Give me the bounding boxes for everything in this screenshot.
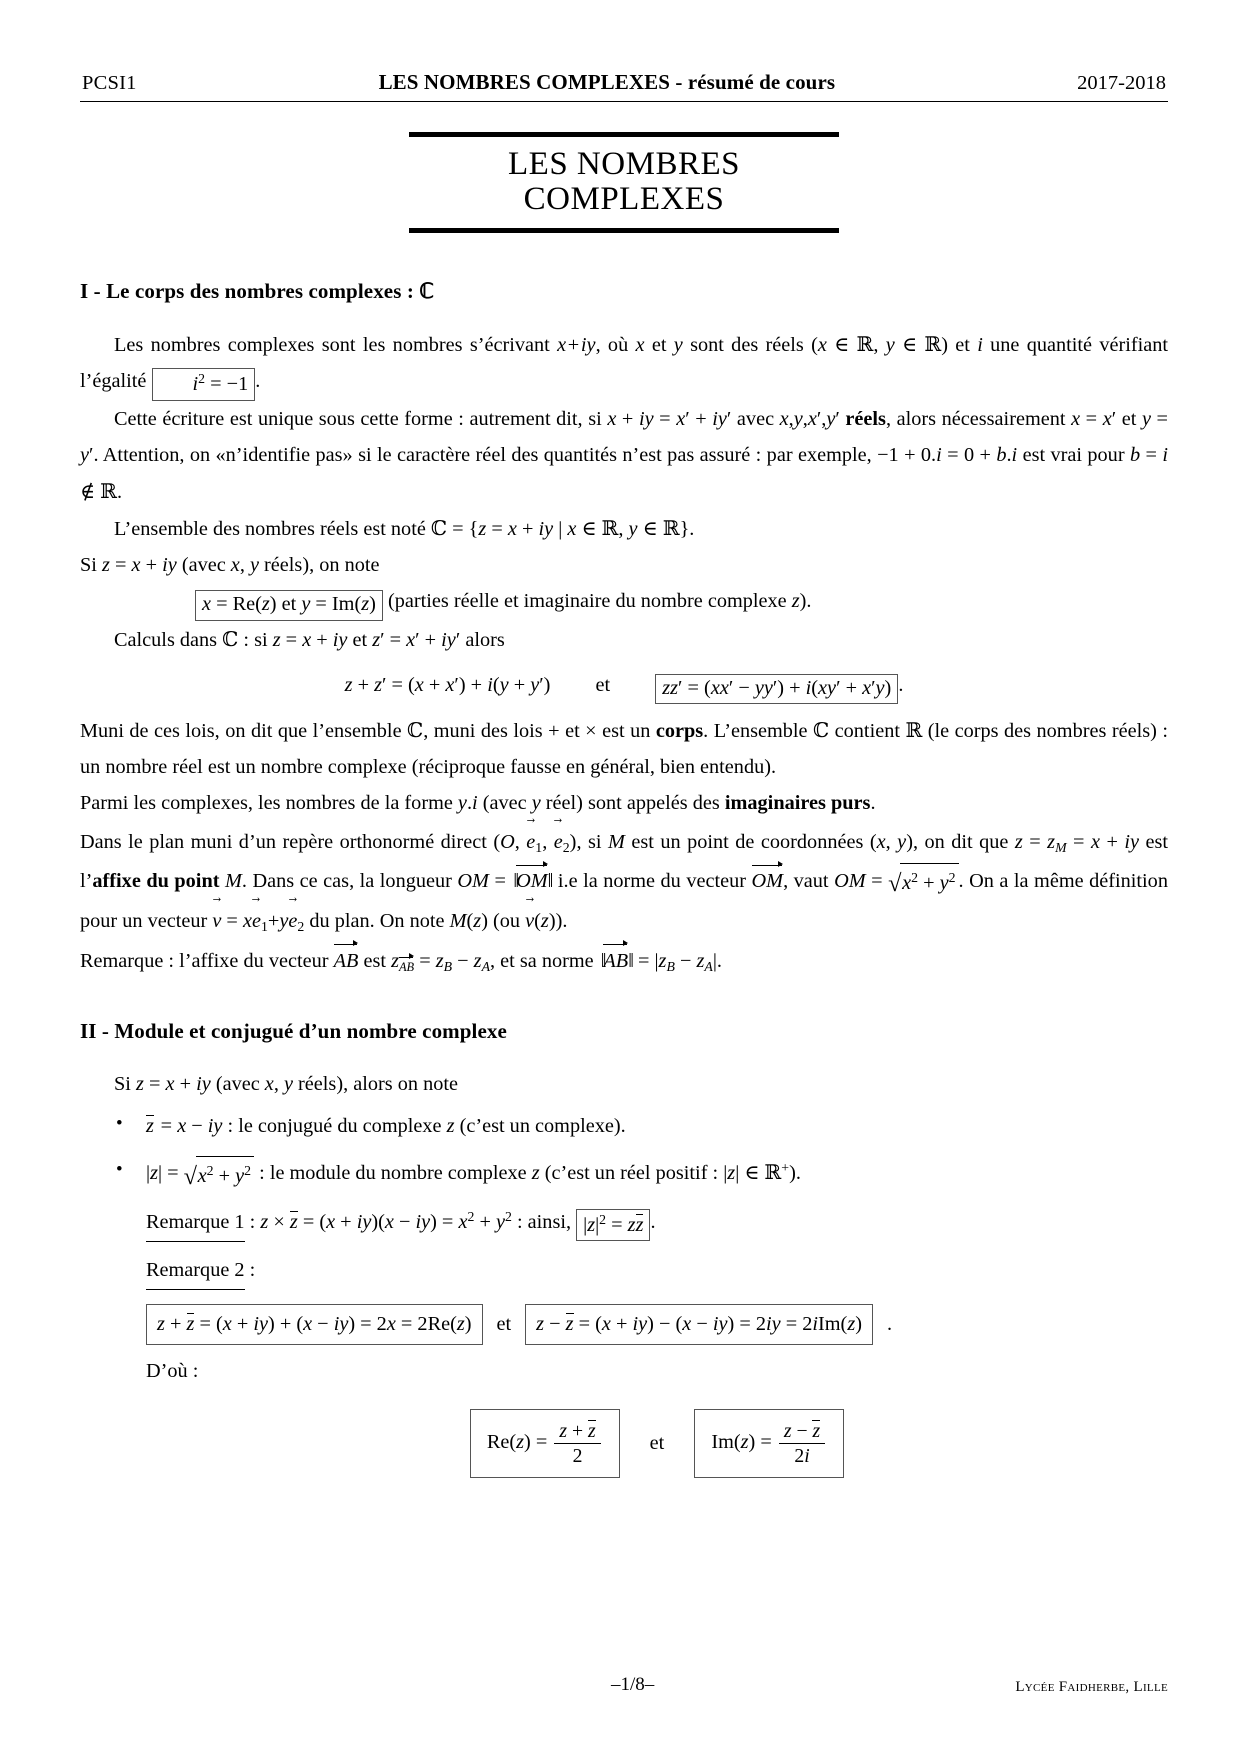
boxed-formula-product: zz′ = (xx′ − yy′) + i(xy′ + x′y) — [655, 674, 898, 704]
boxed-formula-diff-conjugate: z − z = (x + iy) − (x − iy) = 2iy = 2iIm(z) — [525, 1304, 873, 1344]
text-run: Parmi les complexes, les nombres de la forme — [80, 792, 458, 815]
text-run: L’ensemble des nombres réels est noté — [114, 518, 426, 541]
remark-1-label: Remarque 1 — [146, 1204, 245, 1242]
display-re-im: x = Re(z) et y = Im(z) (parties réelle et imaginaire du nombre complexe z). — [80, 583, 1168, 620]
remark-2-formula-row: z + z = (x + iy) + (x − iy) = 2x = 2Re(z) et z − z = (x + iy) − (x − iy) = 2iy = 2iIm(z) . — [146, 1304, 1168, 1344]
equation-addition: z + z′ = (x + x′) + i(y + y′) — [344, 673, 551, 696]
title-rule-bottom — [409, 228, 839, 233]
equation-connector: et — [595, 673, 611, 696]
running-head-rule — [80, 101, 1168, 102]
paragraph-uniqueness: Cette écriture est unique sous cette forme : autrement dit, si x + iy = x′ + iy′ avec x,y,x′,y′ réels, alors nécessairement x = x′ et y = y′. Attention, on «n’identifie pas» si le caractère réel des quantités n’est pas assuré : par exemple, −1 + 0.i = 0 + b.i est vrai pour b = i ∉ ℝ. — [80, 407, 1168, 504]
text-run: , et sa norme — [490, 949, 599, 972]
boxed-formula-modulus-squared: $|z|^2$ = zz — [576, 1209, 650, 1242]
paragraph-module-intro: Si z = x + iy (avec x, y réels), alors on note — [114, 1073, 458, 1096]
running-head-left: PCSI1 — [82, 72, 137, 94]
paragraph-affixe: Dans le plan muni d’un repère orthonormé direct (O, $e \to_1$, $e \to_2$), si M est un point de coordonnées (x, y), on dit que $z = z_M = x$ + iy est l’affixe du point M. Dans ce cas, la longueur OM = ‖OM‖ i.e la norme du vecteur OM, vaut OM = √ $x^2 + y^2$ . On a la même définition pour un vecteur v → = xe $\to_1+ye \to_2$ du plan. On note M(z) (ou v →(z)). — [80, 822, 1168, 940]
text-run: , où — [595, 334, 636, 357]
text-run: Remarque : l’affixe du vecteur — [80, 949, 334, 972]
dou-label: D’où : — [146, 1359, 199, 1382]
remark-2-colon: : — [249, 1259, 256, 1282]
text-run: , si — [576, 830, 608, 853]
paragraph-ensemble-notation: L’ensemble des nombres réels est noté ℂ = {z = x + iy | x ∈ ℝ, y ∈ ℝ}. — [114, 516, 695, 541]
text-run: Dans le plan muni d’un repère orthonormé direct — [80, 830, 494, 853]
boxed-formula-i-squared: $i^2 = -1$ — [152, 368, 256, 401]
formula-connector: et — [496, 1313, 512, 1336]
text-run: réel) sont appelés des — [540, 792, 725, 815]
section-heading-2: II - Module et conjugué d’un nombre complexe — [80, 1019, 507, 1044]
text-run: (avec — [477, 792, 532, 815]
boxed-formula-re-fraction: Re(z) = $\frac{z + z}{2}$ — [470, 1409, 620, 1478]
school-name: Lycée Faidherbe, Lille — [1015, 1679, 1168, 1695]
boxed-formula-im-fraction: Im(z) = $\frac{z - z}{2i}$ — [694, 1409, 844, 1478]
display-operations: z + z′ = (x + x′) + i(y + y′) et zz′ = (xx′ − yy′) + i(xy′ + x′y) . — [80, 668, 1168, 704]
page-footer — [80, 1674, 1168, 1696]
remark-1: Remarque 1 : $z \times z = (x + iy)(x - iy) = x^2 + y^2$ : ainsi, $|z|^2$ = zz . — [146, 1204, 1168, 1242]
remark-2 — [146, 1252, 1168, 1290]
final-formula-connector: et — [649, 1432, 665, 1455]
running-head-right: 2017-2018 — [1077, 72, 1166, 94]
list-item: • z = x − iy : le conjugué du complexe z (c’est un complexe). — [116, 1108, 1168, 1144]
bold-imaginaires-purs: imaginaires purs — [724, 792, 871, 815]
page-number: –1/8– — [611, 1674, 655, 1695]
text-run: sont des réels ( — [682, 334, 818, 357]
text-run: et — [644, 334, 674, 357]
final-formula-row — [146, 1409, 1168, 1478]
text-run: est — [358, 949, 392, 972]
paragraph-imaginaires-purs: Parmi les complexes, les nombres de la forme y.i (avec y réel) sont appelés des imaginaires purs. — [80, 792, 876, 815]
bold-affixe-du-point: affixe du point — [92, 870, 220, 893]
running-head-center: LES NOMBRES COMPLEXES - résumé de cours — [378, 70, 836, 94]
paragraph-calculs: Calculs dans ℂ : si z = x + iy et z′ = x′ + iy′ alors — [114, 626, 505, 651]
text-run: avec — [731, 407, 780, 430]
text-run: Les nombres complexes sont les nombres s’écrivant — [114, 334, 558, 357]
module-bullet-list — [80, 1108, 1168, 1477]
paragraph-corps: Muni de ces lois, on dit que l’ensemble ℂ, muni des lois + et × est un corps. L’ensemble ℂ contient ℝ (le corps des nombres réels) : un nombre réel est un nombre complexe (réciproque fausse en général, bien entendu). — [80, 718, 1168, 779]
text-run: Cette écriture est unique sous cette forme : autrement dit, si — [114, 407, 608, 430]
list-item: • |z| = √ $x^2 + y^2$ : le module du nombre complexe z (c’est un réel positif : |z| ∈ ℝ+). Remarque 1 : $z \times z = (x + iy)(x - iy) = x^2 + y^2$ : ainsi, $|z|^2$ = zz . Remarque 2 : z + z = (x + iy) + (x − iy) = 2x = 2Re(z) et z − z = (x + iy) − (x − iy) = 2iy = 2iIm(z) . D’où : Re(z) = $\frac{z + z}{2}$ et Im(z) = $\frac{z - z}{2i}$ — [116, 1154, 1168, 1477]
page-title: LES NOMBRES COMPLEXES — [508, 146, 740, 217]
boxed-formula-sum-conjugate: z + z = (x + iy) + (x − iy) = 2x = 2Re(z) — [146, 1304, 483, 1344]
paragraph-remarque-affixe-vecteur: Remarque : l’affixe du vecteur AB est $z_{AB} = z_B - z_A$, et sa norme ‖AB‖ = $|z_B - z_A|$. — [80, 940, 1168, 979]
paragraph-definition: Les nombres complexes sont les nombres s’écrivant x + iy, où x et y sont des réels (x ∈ ℝ, y ∈ ℝ) et i une quantité vérifiant l’égalité $i^2 = -1$ . — [80, 326, 1168, 400]
remark-2-label: Remarque 2 — [146, 1252, 245, 1290]
title-block — [409, 132, 839, 233]
text-run: est un point de coordonnées — [624, 830, 870, 853]
paragraph-si-z: Si z = x + iy (avec x, y réels), on note — [80, 554, 380, 577]
boxed-formula-re-im: x = Re(z) et y = Im(z) — [195, 590, 383, 620]
section-heading-1: I - Le corps des nombres complexes : ℂ — [80, 279, 435, 304]
bold-corps: corps — [655, 720, 704, 743]
running-head — [80, 70, 1168, 101]
